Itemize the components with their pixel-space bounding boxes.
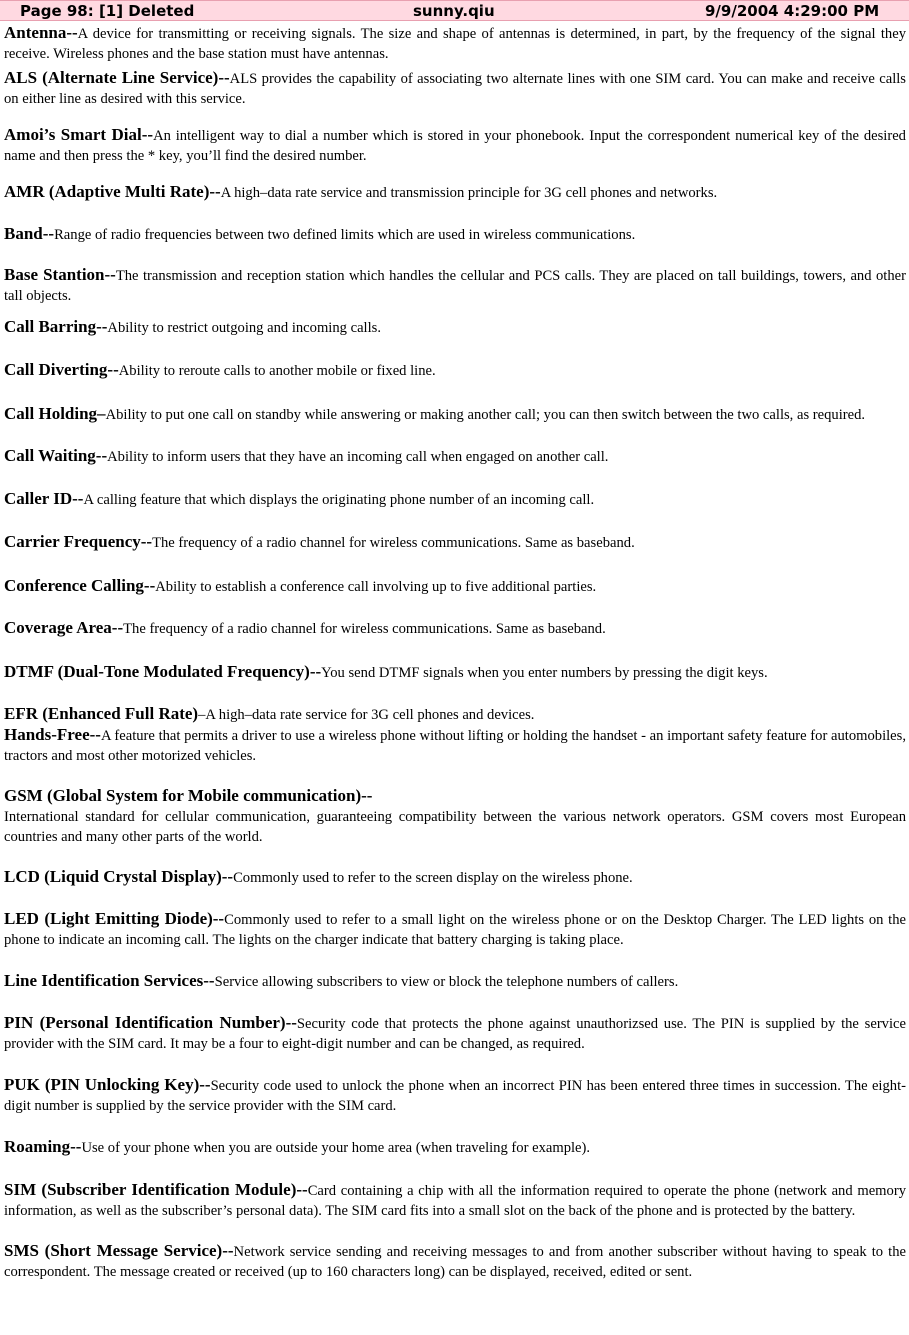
glossary-term: Band-- bbox=[4, 224, 55, 243]
glossary-term: ALS (Alternate Line Service)-- bbox=[4, 68, 230, 87]
glossary-definition: ALS provides the capability of associating two alternate lines with one SIM card. You can make and receive calls on either line as desired with this service. bbox=[4, 71, 906, 107]
glossary-definition: A feature that permits a driver to use a wireless phone without lifting or holding the handset - an important safety feature for automobiles, tractors and most other motorized vehicles. bbox=[4, 728, 906, 764]
glossary-term: SIM (Subscriber Identification Module)-- bbox=[4, 1180, 308, 1199]
glossary-term: LED (Light Emitting Diode)-- bbox=[4, 909, 225, 928]
glossary-definition: Ability to inform users that they have an incoming call when engaged on another call. bbox=[107, 449, 609, 465]
glossary-definition: Service allowing subscribers to view or block the telephone numbers of callers. bbox=[214, 974, 679, 990]
glossary-entry bbox=[4, 618, 906, 639]
glossary-term: GSM (Global System for Mobile communication)-- bbox=[4, 786, 373, 805]
glossary-term: PIN (Personal Identification Number)-- bbox=[4, 1013, 297, 1032]
glossary-term: DTMF (Dual-Tone Modulated Frequency)-- bbox=[4, 662, 322, 681]
glossary-entry bbox=[4, 182, 906, 203]
glossary-term: Amoi’s Smart Dial-- bbox=[4, 125, 154, 144]
glossary-entry bbox=[4, 265, 906, 306]
glossary-entry bbox=[4, 725, 906, 766]
glossary-definition: Card containing a chip with all the information required to operate the phone (network and memory information, as well as the subscriber’s personal data). The SIM card fits into a small slot on the back of the phone and is protected by the battery. bbox=[4, 1183, 906, 1219]
glossary-definition: Use of your phone when you are outside your home area (when traveling for example). bbox=[81, 1140, 591, 1156]
glossary-definition: A calling feature that which displays the originating phone number of an incoming call. bbox=[83, 492, 595, 508]
glossary-entry bbox=[4, 704, 906, 725]
glossary-entry bbox=[4, 1013, 906, 1054]
glossary-term: SMS (Short Message Service)-- bbox=[4, 1241, 234, 1260]
glossary-entry bbox=[4, 360, 906, 381]
glossary-term: Conference Calling-- bbox=[4, 576, 156, 595]
glossary bbox=[4, 23, 906, 1282]
glossary-definition: Ability to reroute calls to another mobile or fixed line. bbox=[118, 363, 436, 379]
glossary-definition: A high–data rate service and transmission principle for 3G cell phones and networks. bbox=[220, 185, 718, 201]
glossary-term: Carrier Frequency-- bbox=[4, 532, 153, 551]
glossary-definition: An intelligent way to dial a number which is stored in your phonebook. Input the correspondent numerical key of the desired name and then press the * key, you’ll find the desired number. bbox=[4, 128, 906, 164]
glossary-definition: Commonly used to refer to the screen display on the wireless phone. bbox=[233, 870, 633, 886]
glossary-term: Caller ID-- bbox=[4, 489, 84, 508]
glossary-term: Coverage Area-- bbox=[4, 618, 124, 637]
glossary-definition: The frequency of a radio channel for wireless communications. Same as baseband. bbox=[152, 535, 635, 551]
glossary-definition: The frequency of a radio channel for wireless communications. Same as baseband. bbox=[123, 621, 606, 637]
deleted-text-header bbox=[0, 0, 909, 21]
glossary-term: EFR (Enhanced Full Rate) bbox=[4, 704, 199, 723]
glossary-term: Call Barring-- bbox=[4, 317, 108, 336]
glossary-definition: Security code used to unlock the phone when an incorrect PIN has been entered three times in succession. The eight-digit number is supplied by the service provider with the SIM card. bbox=[4, 1078, 906, 1114]
glossary-entry bbox=[4, 1137, 906, 1158]
glossary-entry bbox=[4, 576, 906, 597]
glossary-term: Base Stantion-- bbox=[4, 265, 116, 284]
glossary-term: Hands-Free-- bbox=[4, 725, 101, 744]
glossary-entry bbox=[4, 909, 906, 950]
glossary-definition: –A high–data rate service for 3G cell phones and devices. bbox=[198, 707, 535, 723]
glossary-definition: Ability to put one call on standby while answering or making another call; you can then switch between the two calls, as required. bbox=[105, 407, 866, 423]
glossary-definition: The transmission and reception station which handles the cellular and PCS calls. They are placed on tall buildings, towers, and other tall objects. bbox=[4, 268, 906, 304]
glossary-entry bbox=[4, 532, 906, 553]
header-page-label: Page 98: [1] Deleted bbox=[20, 2, 195, 20]
glossary-entry bbox=[4, 489, 906, 510]
glossary-definition: You send DTMF signals when you enter numbers by pressing the digit keys. bbox=[321, 665, 768, 681]
glossary-entry bbox=[4, 23, 906, 64]
glossary-term: Call Diverting-- bbox=[4, 360, 119, 379]
glossary-term: Antenna-- bbox=[4, 23, 78, 42]
glossary-term: Line Identification Services-- bbox=[4, 971, 215, 990]
glossary-definition: International standard for cellular communication, guaranteeing compatibility between the various network operators. GSM covers most European countries and many other parts of the world. bbox=[4, 809, 906, 845]
glossary-entry bbox=[4, 867, 906, 888]
glossary-definition: Commonly used to refer to a small light on the wireless phone or on the Desktop Charger. The LED lights on the phone to indicate an incoming call. The lights on the charger indicate that battery charging is taking place. bbox=[4, 912, 906, 948]
header-date: 9/9/2004 4:29:00 PM bbox=[705, 2, 880, 20]
glossary-definition: A device for transmitting or receiving signals. The size and shape of antennas is determined, in part, by the frequency of the signal they receive. Wireless phones and the base station must have antennas. bbox=[4, 26, 906, 62]
glossary-term: PUK (PIN Unlocking Key)-- bbox=[4, 1075, 211, 1094]
glossary-entry bbox=[4, 68, 906, 109]
glossary-entry bbox=[4, 125, 906, 166]
glossary-definition: Range of radio frequencies between two defined limits which are used in wireless communications. bbox=[54, 227, 636, 243]
glossary-entry bbox=[4, 1075, 906, 1116]
glossary-definition: Network service sending and receiving messages to and from another subscriber without having to speak to the correspondent. The message created or received (up to 160 characters long) can be displayed, received, edited or sent. bbox=[4, 1244, 906, 1280]
glossary-term: LCD (Liquid Crystal Display)-- bbox=[4, 867, 234, 886]
header-author: sunny.qiu bbox=[413, 2, 495, 20]
glossary-entry bbox=[4, 971, 906, 992]
glossary-definition: Ability to restrict outgoing and incoming calls. bbox=[107, 320, 381, 336]
glossary-definition: Ability to establish a conference call involving up to five additional parties. bbox=[155, 579, 597, 595]
glossary-term: Call Waiting-- bbox=[4, 446, 108, 465]
glossary-entry bbox=[4, 662, 906, 683]
glossary-entry bbox=[4, 404, 906, 425]
glossary-term: AMR (Adaptive Multi Rate)-- bbox=[4, 182, 221, 201]
glossary-entry bbox=[4, 1241, 906, 1282]
glossary-term: Roaming-- bbox=[4, 1137, 82, 1156]
glossary-term: Call Holding– bbox=[4, 404, 106, 423]
glossary-entry bbox=[4, 446, 906, 467]
glossary-entry bbox=[4, 786, 906, 847]
glossary-entry bbox=[4, 317, 906, 338]
glossary-definition: Security code that protects the phone against unauthorizsed use. The PIN is supplied by the service provider with the SIM card. It may be a four to eight-digit number and can be changed, as required. bbox=[4, 1016, 906, 1052]
glossary-entry bbox=[4, 224, 906, 245]
glossary-entry bbox=[4, 1180, 906, 1221]
